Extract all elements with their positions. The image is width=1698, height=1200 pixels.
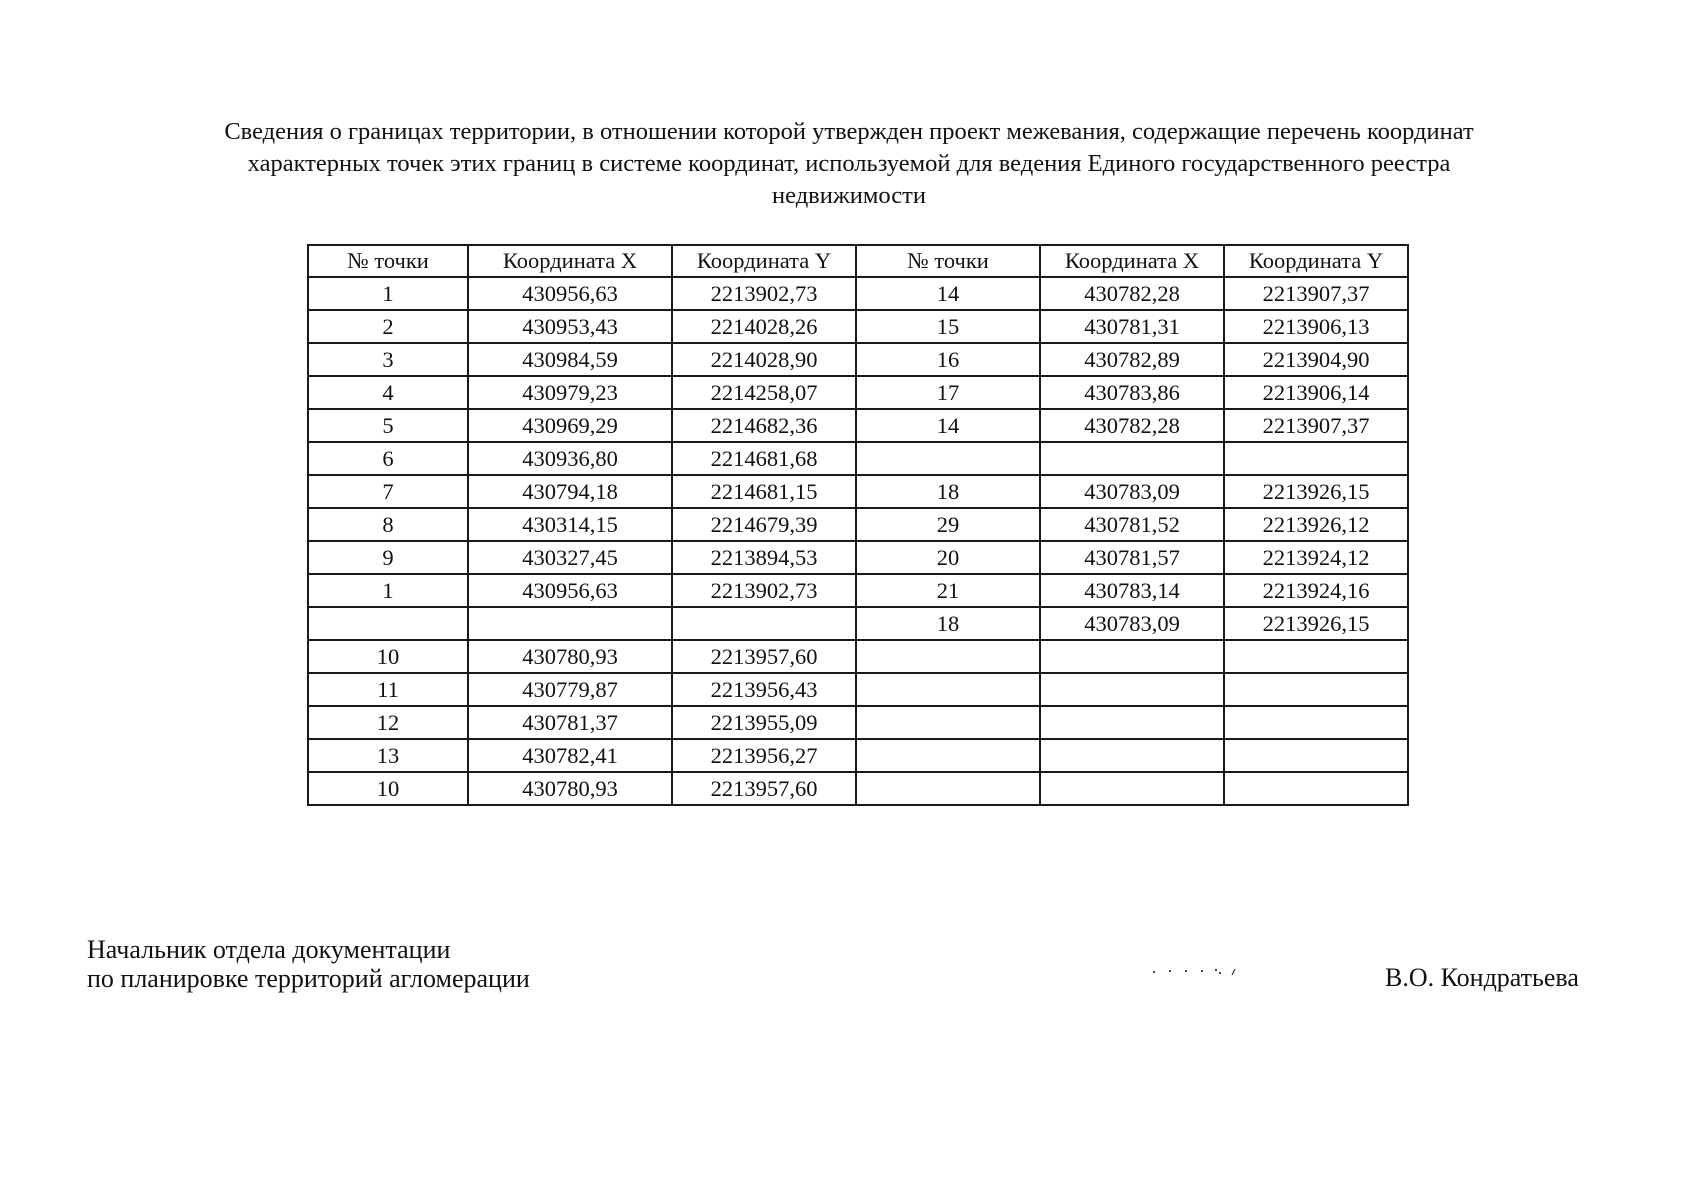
table-cell: 9 xyxy=(308,541,468,574)
table-cell: 5 xyxy=(308,409,468,442)
title-line-3: недвижимости xyxy=(772,182,926,209)
table-cell: 8 xyxy=(308,508,468,541)
table-cell xyxy=(856,673,1040,706)
table-cell xyxy=(856,772,1040,805)
table-cell: 1 xyxy=(308,574,468,607)
table-cell: 430794,18 xyxy=(468,475,672,508)
table-cell: 2213956,27 xyxy=(672,739,856,772)
table-cell: 430782,28 xyxy=(1040,277,1224,310)
table-cell xyxy=(1040,673,1224,706)
table-row xyxy=(308,277,1408,310)
table-cell: 430781,31 xyxy=(1040,310,1224,343)
table-cell: 14 xyxy=(856,409,1040,442)
table-cell: 17 xyxy=(856,376,1040,409)
table-cell xyxy=(1224,673,1408,706)
table-cell: 430783,86 xyxy=(1040,376,1224,409)
signatory-name: В.О. Кондратьева xyxy=(1385,963,1579,992)
table-cell: 21 xyxy=(856,574,1040,607)
table-row xyxy=(308,640,1408,673)
table-cell: 2214028,26 xyxy=(672,310,856,343)
table-cell: 2 xyxy=(308,310,468,343)
table-cell xyxy=(672,607,856,640)
table-row xyxy=(308,409,1408,442)
table-cell: 11 xyxy=(308,673,468,706)
table-cell: 430936,80 xyxy=(468,442,672,475)
table-cell: 430979,23 xyxy=(468,376,672,409)
table-cell xyxy=(1040,442,1224,475)
position-line-1: Начальник отдела документации xyxy=(87,935,451,964)
table-cell: 6 xyxy=(308,442,468,475)
table-cell: 2213924,16 xyxy=(1224,574,1408,607)
table-cell: 4 xyxy=(308,376,468,409)
table-cell: 20 xyxy=(856,541,1040,574)
table-cell: 2213924,12 xyxy=(1224,541,1408,574)
table-header-row xyxy=(308,245,1408,277)
header-coordinate-y-2: Координата Y xyxy=(1224,245,1408,277)
table-cell: 430314,15 xyxy=(468,508,672,541)
table-cell: 1 xyxy=(308,277,468,310)
header-coordinate-y: Координата Y xyxy=(672,245,856,277)
header-point-number: № точки xyxy=(308,245,468,277)
table-cell: 2213955,09 xyxy=(672,706,856,739)
table-cell: 18 xyxy=(856,475,1040,508)
table-cell xyxy=(468,607,672,640)
table-cell: 2213926,12 xyxy=(1224,508,1408,541)
table-cell: 2213904,90 xyxy=(1224,343,1408,376)
table-cell: 430781,57 xyxy=(1040,541,1224,574)
table-cell: 430781,37 xyxy=(468,706,672,739)
table-cell xyxy=(1224,706,1408,739)
table-cell xyxy=(1040,640,1224,673)
table-cell: 430782,89 xyxy=(1040,343,1224,376)
table-cell: 430782,28 xyxy=(1040,409,1224,442)
table-cell: 16 xyxy=(856,343,1040,376)
table-cell xyxy=(1224,640,1408,673)
table-row xyxy=(308,343,1408,376)
table-cell: 2214679,39 xyxy=(672,508,856,541)
header-point-number-2: № точки xyxy=(856,245,1040,277)
header-coordinate-x: Координата X xyxy=(468,245,672,277)
table-cell: 2214682,36 xyxy=(672,409,856,442)
table-cell: 430984,59 xyxy=(468,343,672,376)
table-cell: 430783,09 xyxy=(1040,475,1224,508)
table-cell: 430780,93 xyxy=(468,772,672,805)
table-cell: 430783,14 xyxy=(1040,574,1224,607)
table-cell: 2213926,15 xyxy=(1224,475,1408,508)
table-cell: 7 xyxy=(308,475,468,508)
table-cell: 15 xyxy=(856,310,1040,343)
document-title xyxy=(110,116,1588,212)
table-row xyxy=(308,508,1408,541)
title-line-2: характерных точек этих границ в системе координат, используемой для ведения Единого государственного реестра xyxy=(247,150,1451,177)
table-cell xyxy=(856,739,1040,772)
table-cell: 430956,63 xyxy=(468,574,672,607)
table-cell: 2214681,68 xyxy=(672,442,856,475)
table-cell xyxy=(856,442,1040,475)
table-cell: 2214028,90 xyxy=(672,343,856,376)
table-cell: 430782,41 xyxy=(468,739,672,772)
table-cell: 430969,29 xyxy=(468,409,672,442)
table-row xyxy=(308,574,1408,607)
table-body xyxy=(308,277,1408,805)
table-cell: 2213957,60 xyxy=(672,772,856,805)
table-cell xyxy=(308,607,468,640)
signatory-position xyxy=(87,935,530,993)
coordinates-table xyxy=(307,244,1409,806)
table-cell: 10 xyxy=(308,640,468,673)
table-cell xyxy=(856,640,1040,673)
table-cell: 2213907,37 xyxy=(1224,409,1408,442)
table-cell: 430953,43 xyxy=(468,310,672,343)
table-cell xyxy=(1224,772,1408,805)
table-cell: 12 xyxy=(308,706,468,739)
table-cell: 2214681,15 xyxy=(672,475,856,508)
table-row xyxy=(308,673,1408,706)
table-cell: 2213906,13 xyxy=(1224,310,1408,343)
table-cell: 13 xyxy=(308,739,468,772)
table-cell: 2213902,73 xyxy=(672,574,856,607)
table-row xyxy=(308,310,1408,343)
table-cell: 2213926,15 xyxy=(1224,607,1408,640)
table-row xyxy=(308,541,1408,574)
table-row xyxy=(308,772,1408,805)
table-cell xyxy=(1040,739,1224,772)
position-line-2: по планировке территорий агломерации xyxy=(87,964,530,993)
table-row xyxy=(308,442,1408,475)
table-row xyxy=(308,475,1408,508)
table-row xyxy=(308,706,1408,739)
table-cell: 2214258,07 xyxy=(672,376,856,409)
table-cell: 29 xyxy=(856,508,1040,541)
table-cell: 2213894,53 xyxy=(672,541,856,574)
table-row xyxy=(308,376,1408,409)
table-cell: 2213902,73 xyxy=(672,277,856,310)
table-cell: 2213957,60 xyxy=(672,640,856,673)
table-cell xyxy=(856,706,1040,739)
table-cell xyxy=(1224,442,1408,475)
table-cell: 3 xyxy=(308,343,468,376)
signature-mark xyxy=(1150,962,1250,982)
table-row xyxy=(308,739,1408,772)
table-cell: 2213906,14 xyxy=(1224,376,1408,409)
title-line-1: Сведения о границах территории, в отношении которой утвержден проект межевания, содержащие перечень координат xyxy=(224,118,1474,145)
table-cell: 430780,93 xyxy=(468,640,672,673)
table-cell: 430783,09 xyxy=(1040,607,1224,640)
table-row xyxy=(308,607,1408,640)
table-cell: 10 xyxy=(308,772,468,805)
table-cell: 18 xyxy=(856,607,1040,640)
table-cell xyxy=(1040,706,1224,739)
header-coordinate-x-2: Координата X xyxy=(1040,245,1224,277)
table-cell xyxy=(1040,772,1224,805)
table-cell: 430779,87 xyxy=(468,673,672,706)
table-cell: 2213907,37 xyxy=(1224,277,1408,310)
table-cell: 2213956,43 xyxy=(672,673,856,706)
table-cell: 14 xyxy=(856,277,1040,310)
table-cell: 430956,63 xyxy=(468,277,672,310)
table-cell: 430327,45 xyxy=(468,541,672,574)
table-cell: 430781,52 xyxy=(1040,508,1224,541)
table-cell xyxy=(1224,739,1408,772)
